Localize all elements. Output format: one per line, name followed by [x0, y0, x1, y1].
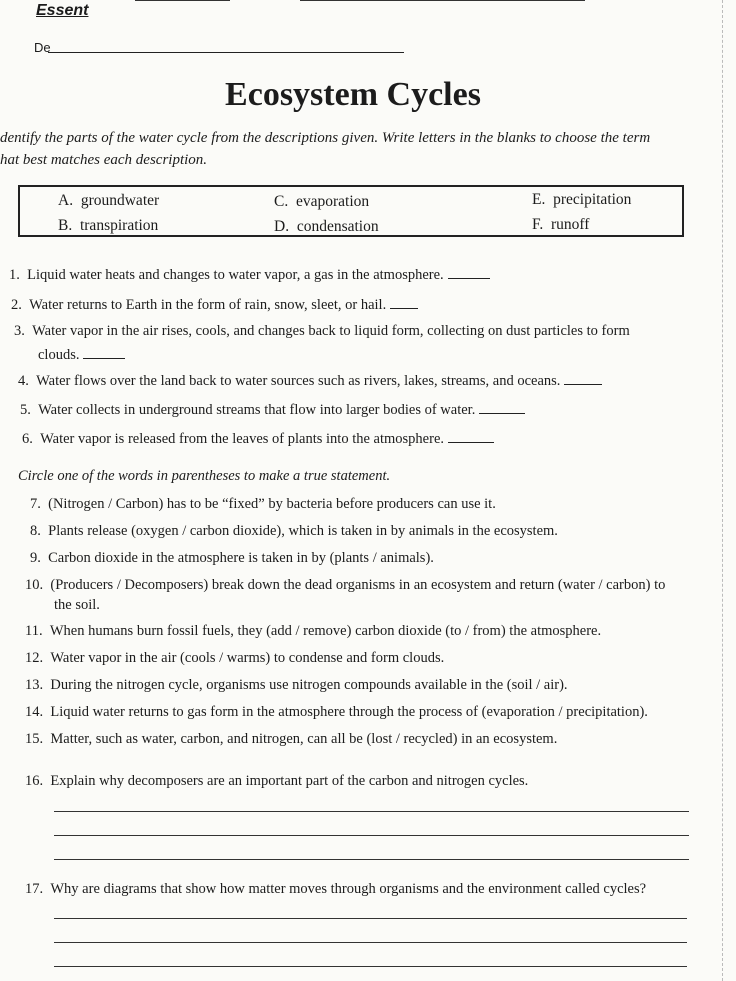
question-item-continued: the soil. [54, 597, 100, 613]
question-item: 13. During the nitrogen cycle, organisms use nitrogen compounds available in the (soil / air). [25, 677, 568, 693]
question-item: 2. Water returns to Earth in the form of rain, snow, sleet, or hail. [11, 296, 418, 314]
word-bank-item: C. evaporation [274, 193, 370, 210]
question-item: 4. Water flows over the land back to water sources such as rivers, lakes, streams, and oceans. [18, 372, 602, 390]
question-item: 11. When humans burn fossil fuels, they (add / remove) carbon dioxide (to / from) the atmosphere. [25, 623, 602, 639]
date-blank-line[interactable] [48, 52, 404, 53]
page-title: Ecosystem Cycles [225, 76, 481, 113]
word-bank-item: D. condensation [274, 218, 379, 235]
section2-instructions: Circle one of the words in parentheses to make a true statement. [18, 468, 391, 484]
question-item: 5. Water collects in underground streams that flow into larger bodies of water. [20, 401, 525, 419]
question-item: 8. Plants release (oxygen / carbon dioxide), which is taken in by animals in the ecosystem. [30, 523, 558, 539]
section1-instructions-line2: hat best matches each description. [0, 152, 208, 168]
question-item: 14. Liquid water returns to gas form in the atmosphere through the process of (evaporation / precipitation). [25, 704, 648, 720]
header-essential-label: Essent [36, 2, 89, 19]
scan-edge-line [135, 0, 230, 1]
answer-line[interactable] [54, 835, 689, 836]
question-item: 9. Carbon dioxide in the atmosphere is taken in by (plants / animals). [30, 550, 434, 566]
question-item: 10. (Producers / Decomposers) break down the dead organisms in an ecosystem and return (water / carbon) to [25, 577, 666, 593]
answer-line[interactable] [54, 966, 687, 967]
question-item: 12. Water vapor in the air (cools / warms) to condense and form clouds. [25, 650, 445, 666]
question-item: 3. Water vapor in the air rises, cools, and changes back to liquid form, collecting on dust particles to form [14, 323, 630, 339]
question-item-continued: clouds. [38, 346, 125, 364]
page-edge [722, 0, 723, 981]
header-date-label: De [34, 40, 51, 55]
answer-line[interactable] [54, 918, 687, 919]
word-bank-item: E. precipitation [532, 191, 632, 208]
answer-blank[interactable] [479, 401, 525, 414]
answer-line[interactable] [54, 942, 687, 943]
question-item: 6. Water vapor is released from the leaves of plants into the atmosphere. [22, 430, 494, 448]
answer-blank[interactable] [564, 372, 602, 385]
answer-blank[interactable] [448, 266, 490, 279]
question-item: 15. Matter, such as water, carbon, and nitrogen, can all be (lost / recycled) in an ecosystem. [25, 731, 558, 747]
scan-edge-line [300, 0, 585, 1]
answer-line[interactable] [54, 811, 689, 812]
answer-line[interactable] [54, 859, 689, 860]
word-bank-item: B. transpiration [58, 217, 159, 234]
word-bank-item: F. runoff [532, 216, 590, 233]
word-bank-item: A. groundwater [58, 192, 160, 209]
answer-blank[interactable] [390, 296, 418, 309]
answer-blank[interactable] [448, 430, 494, 443]
question-item: 17. Why are diagrams that show how matter moves through organisms and the environment called cycles? [25, 881, 647, 897]
question-item: 7. (Nitrogen / Carbon) has to be “fixed” by bacteria before producers can use it. [30, 496, 496, 512]
section1-instructions-line1: dentify the parts of the water cycle from the descriptions given. Write letters in the blanks to choose the term [0, 130, 651, 146]
question-item: 1. Liquid water heats and changes to water vapor, a gas in the atmosphere. [9, 266, 490, 284]
question-item: 16. Explain why decomposers are an important part of the carbon and nitrogen cycles. [25, 773, 529, 789]
answer-blank[interactable] [83, 346, 125, 359]
